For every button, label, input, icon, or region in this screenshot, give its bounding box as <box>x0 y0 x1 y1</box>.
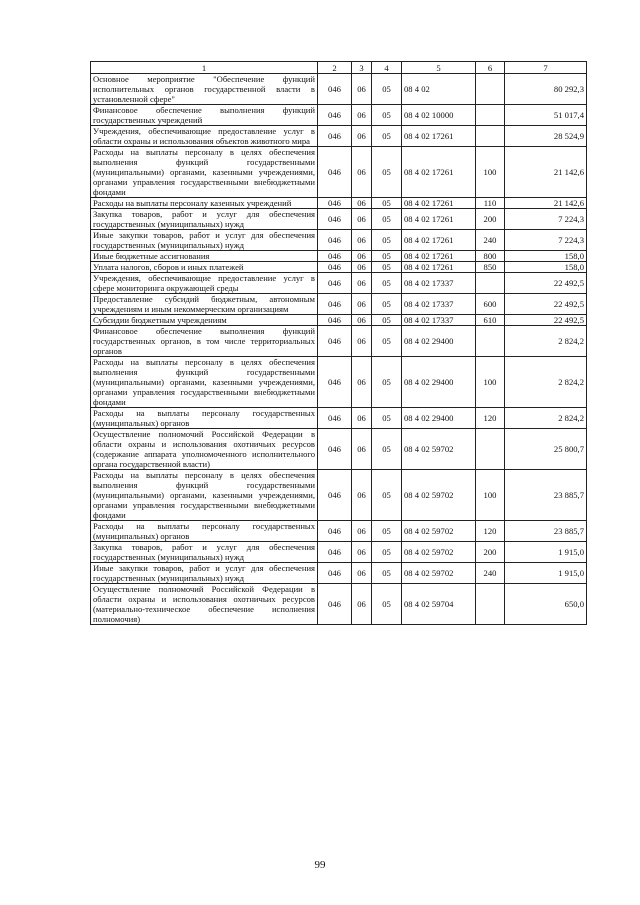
cell-grbs: 046 <box>318 74 352 105</box>
cell-section: 06 <box>352 326 372 357</box>
cell-subsection: 05 <box>372 209 402 230</box>
cell-section: 06 <box>352 126 372 147</box>
cell-section: 06 <box>352 251 372 262</box>
cell-name: Расходы на выплаты персоналу государственных (муниципальных) органов <box>91 521 318 542</box>
cell-name: Иные бюджетные ассигнования <box>91 251 318 262</box>
cell-sum: 22 492,5 <box>505 315 587 326</box>
table-row <box>91 429 587 470</box>
cell-target-article: 08 4 02 29400 <box>402 357 476 408</box>
cell-name: Предоставление субсидий бюджетным, автономным учреждениям и иным некоммерческим организациям <box>91 294 318 315</box>
cell-section: 06 <box>352 429 372 470</box>
table-row <box>91 584 587 625</box>
cell-sum: 2 824,2 <box>505 326 587 357</box>
cell-grbs: 046 <box>318 126 352 147</box>
cell-subsection: 05 <box>372 273 402 294</box>
cell-grbs: 046 <box>318 230 352 251</box>
cell-target-article: 08 4 02 59702 <box>402 563 476 584</box>
cell-name: Уплата налогов, сборов и иных платежей <box>91 262 318 273</box>
cell-grbs: 046 <box>318 563 352 584</box>
cell-target-article: 08 4 02 59702 <box>402 542 476 563</box>
cell-target-article: 08 4 02 10000 <box>402 105 476 126</box>
cell-expense-type: 110 <box>476 198 505 209</box>
cell-expense-type: 100 <box>476 470 505 521</box>
cell-expense-type: 800 <box>476 251 505 262</box>
table-row <box>91 542 587 563</box>
cell-name: Расходы на выплаты персоналу в целях обеспечения выполнения функций государственными (муниципальными) органами, казенными учреждениями, органами управления государственными внебюджетными фондами <box>91 147 318 198</box>
cell-expense-type <box>476 429 505 470</box>
header-col-7: 7 <box>505 62 587 74</box>
table-row <box>91 315 587 326</box>
cell-expense-type <box>476 584 505 625</box>
cell-name: Осуществление полномочий Российской Федерации в области охраны и использования охотничьих ресурсов (содержание аппарата уполномоченного исполнительного органа государственной власти) <box>91 429 318 470</box>
table-row <box>91 230 587 251</box>
table-row <box>91 326 587 357</box>
cell-grbs: 046 <box>318 584 352 625</box>
cell-subsection: 05 <box>372 315 402 326</box>
cell-expense-type <box>476 126 505 147</box>
table-row <box>91 408 587 429</box>
cell-subsection: 05 <box>372 326 402 357</box>
cell-expense-type <box>476 326 505 357</box>
cell-grbs: 046 <box>318 105 352 126</box>
cell-sum: 21 142,6 <box>505 147 587 198</box>
header-col-2: 2 <box>318 62 352 74</box>
cell-section: 06 <box>352 584 372 625</box>
cell-subsection: 05 <box>372 198 402 209</box>
cell-expense-type: 200 <box>476 542 505 563</box>
cell-target-article: 08 4 02 59704 <box>402 584 476 625</box>
cell-subsection: 05 <box>372 294 402 315</box>
cell-sum: 28 524,9 <box>505 126 587 147</box>
cell-grbs: 046 <box>318 326 352 357</box>
cell-section: 06 <box>352 273 372 294</box>
cell-target-article: 08 4 02 17337 <box>402 273 476 294</box>
cell-sum: 80 292,3 <box>505 74 587 105</box>
cell-name: Закупка товаров, работ и услуг для обеспечения государственных (муниципальных) нужд <box>91 209 318 230</box>
cell-expense-type <box>476 74 505 105</box>
cell-subsection: 05 <box>372 542 402 563</box>
cell-section: 06 <box>352 357 372 408</box>
cell-grbs: 046 <box>318 294 352 315</box>
cell-subsection: 05 <box>372 429 402 470</box>
cell-section: 06 <box>352 315 372 326</box>
cell-target-article: 08 4 02 17261 <box>402 147 476 198</box>
header-col-1: 1 <box>91 62 318 74</box>
cell-target-article: 08 4 02 17261 <box>402 209 476 230</box>
cell-subsection: 05 <box>372 262 402 273</box>
header-row <box>91 62 587 74</box>
header-col-5: 5 <box>402 62 476 74</box>
cell-sum: 21 142,6 <box>505 198 587 209</box>
cell-expense-type: 240 <box>476 230 505 251</box>
table-row <box>91 126 587 147</box>
table-row <box>91 147 587 198</box>
cell-subsection: 05 <box>372 74 402 105</box>
table-row <box>91 209 587 230</box>
cell-sum: 158,0 <box>505 251 587 262</box>
cell-target-article: 08 4 02 17261 <box>402 251 476 262</box>
cell-target-article: 08 4 02 59702 <box>402 429 476 470</box>
cell-target-article: 08 4 02 59702 <box>402 470 476 521</box>
cell-name: Финансовое обеспечение выполнения функций государственных органов, в том числе территориальных органов <box>91 326 318 357</box>
cell-section: 06 <box>352 74 372 105</box>
header-col-6: 6 <box>476 62 505 74</box>
cell-name: Осуществление полномочий Российской Федерации в области охраны и использования охотничьих ресурсов (материально-техническое обеспечение исполнения полномочия) <box>91 584 318 625</box>
cell-section: 06 <box>352 294 372 315</box>
table-row <box>91 521 587 542</box>
cell-section: 06 <box>352 563 372 584</box>
cell-target-article: 08 4 02 17261 <box>402 230 476 251</box>
cell-grbs: 046 <box>318 209 352 230</box>
cell-expense-type <box>476 273 505 294</box>
cell-name: Субсидии бюджетным учреждениям <box>91 315 318 326</box>
cell-section: 06 <box>352 198 372 209</box>
cell-target-article: 08 4 02 <box>402 74 476 105</box>
cell-grbs: 046 <box>318 408 352 429</box>
cell-target-article: 08 4 02 59702 <box>402 521 476 542</box>
cell-sum: 51 017,4 <box>505 105 587 126</box>
budget-table <box>90 61 587 625</box>
cell-expense-type: 100 <box>476 357 505 408</box>
table-row <box>91 198 587 209</box>
cell-sum: 23 885,7 <box>505 521 587 542</box>
cell-grbs: 046 <box>318 357 352 408</box>
cell-subsection: 05 <box>372 521 402 542</box>
cell-target-article: 08 4 02 29400 <box>402 326 476 357</box>
cell-section: 06 <box>352 470 372 521</box>
table-row <box>91 262 587 273</box>
cell-subsection: 05 <box>372 408 402 429</box>
cell-target-article: 08 4 02 29400 <box>402 408 476 429</box>
cell-name: Расходы на выплаты персоналу в целях обеспечения выполнения функций государственными (муниципальными) органами, казенными учреждениями, органами управления государственными внебюджетными фондами <box>91 357 318 408</box>
cell-grbs: 046 <box>318 262 352 273</box>
cell-section: 06 <box>352 147 372 198</box>
cell-sum: 22 492,5 <box>505 273 587 294</box>
cell-name: Учреждения, обеспечивающие предоставление услуг в области охраны и использования объектов животного мира <box>91 126 318 147</box>
header-col-4: 4 <box>372 62 402 74</box>
cell-sum: 1 915,0 <box>505 563 587 584</box>
cell-section: 06 <box>352 521 372 542</box>
cell-grbs: 046 <box>318 251 352 262</box>
cell-expense-type: 850 <box>476 262 505 273</box>
cell-expense-type: 240 <box>476 563 505 584</box>
cell-name: Основное мероприятие "Обеспечение функций исполнительных органов государственной власти в установленной сфере" <box>91 74 318 105</box>
cell-expense-type: 600 <box>476 294 505 315</box>
cell-expense-type: 200 <box>476 209 505 230</box>
table-row <box>91 294 587 315</box>
cell-expense-type: 100 <box>476 147 505 198</box>
cell-name: Расходы на выплаты персоналу в целях обеспечения выполнения функций государственными (муниципальными) органами, казенными учреждениями, органами управления государственными внебюджетными фондами <box>91 470 318 521</box>
cell-sum: 7 224,3 <box>505 230 587 251</box>
cell-sum: 23 885,7 <box>505 470 587 521</box>
cell-grbs: 046 <box>318 429 352 470</box>
cell-grbs: 046 <box>318 542 352 563</box>
cell-subsection: 05 <box>372 251 402 262</box>
cell-sum: 25 800,7 <box>505 429 587 470</box>
cell-target-article: 08 4 02 17337 <box>402 294 476 315</box>
table-row <box>91 105 587 126</box>
cell-subsection: 05 <box>372 230 402 251</box>
cell-section: 06 <box>352 408 372 429</box>
cell-expense-type: 610 <box>476 315 505 326</box>
cell-grbs: 046 <box>318 470 352 521</box>
cell-expense-type <box>476 105 505 126</box>
cell-subsection: 05 <box>372 147 402 198</box>
cell-name: Иные закупки товаров, работ и услуг для обеспечения государственных (муниципальных) нужд <box>91 563 318 584</box>
table-row <box>91 563 587 584</box>
cell-grbs: 046 <box>318 521 352 542</box>
table-row <box>91 273 587 294</box>
cell-grbs: 046 <box>318 315 352 326</box>
cell-sum: 2 824,2 <box>505 408 587 429</box>
cell-section: 06 <box>352 105 372 126</box>
page-number: 99 <box>314 859 326 871</box>
cell-subsection: 05 <box>372 126 402 147</box>
cell-section: 06 <box>352 209 372 230</box>
cell-target-article: 08 4 02 17337 <box>402 315 476 326</box>
cell-target-article: 08 4 02 17261 <box>402 126 476 147</box>
cell-sum: 650,0 <box>505 584 587 625</box>
table-row <box>91 74 587 105</box>
cell-name: Иные закупки товаров, работ и услуг для обеспечения государственных (муниципальных) нужд <box>91 230 318 251</box>
table-row <box>91 251 587 262</box>
cell-subsection: 05 <box>372 584 402 625</box>
cell-section: 06 <box>352 230 372 251</box>
table-row <box>91 470 587 521</box>
cell-subsection: 05 <box>372 470 402 521</box>
cell-sum: 22 492,5 <box>505 294 587 315</box>
cell-subsection: 05 <box>372 357 402 408</box>
cell-sum: 1 915,0 <box>505 542 587 563</box>
cell-sum: 158,0 <box>505 262 587 273</box>
cell-name: Закупка товаров, работ и услуг для обеспечения государственных (муниципальных) нужд <box>91 542 318 563</box>
cell-subsection: 05 <box>372 563 402 584</box>
cell-name: Учреждения, обеспечивающие предоставление услуг в сфере мониторинга окружающей среды <box>91 273 318 294</box>
table-body <box>91 74 587 625</box>
cell-grbs: 046 <box>318 273 352 294</box>
table-header <box>91 62 587 74</box>
cell-name: Расходы на выплаты персоналу казенных учреждений <box>91 198 318 209</box>
cell-target-article: 08 4 02 17261 <box>402 198 476 209</box>
cell-sum: 2 824,2 <box>505 357 587 408</box>
cell-expense-type: 120 <box>476 521 505 542</box>
header-col-3: 3 <box>352 62 372 74</box>
cell-name: Финансовое обеспечение выполнения функций государственных учреждений <box>91 105 318 126</box>
cell-section: 06 <box>352 262 372 273</box>
cell-subsection: 05 <box>372 105 402 126</box>
cell-grbs: 046 <box>318 147 352 198</box>
cell-expense-type: 120 <box>476 408 505 429</box>
cell-section: 06 <box>352 542 372 563</box>
cell-grbs: 046 <box>318 198 352 209</box>
cell-target-article: 08 4 02 17261 <box>402 262 476 273</box>
cell-name: Расходы на выплаты персоналу государственных (муниципальных) органов <box>91 408 318 429</box>
cell-sum: 7 224,3 <box>505 209 587 230</box>
table-row <box>91 357 587 408</box>
